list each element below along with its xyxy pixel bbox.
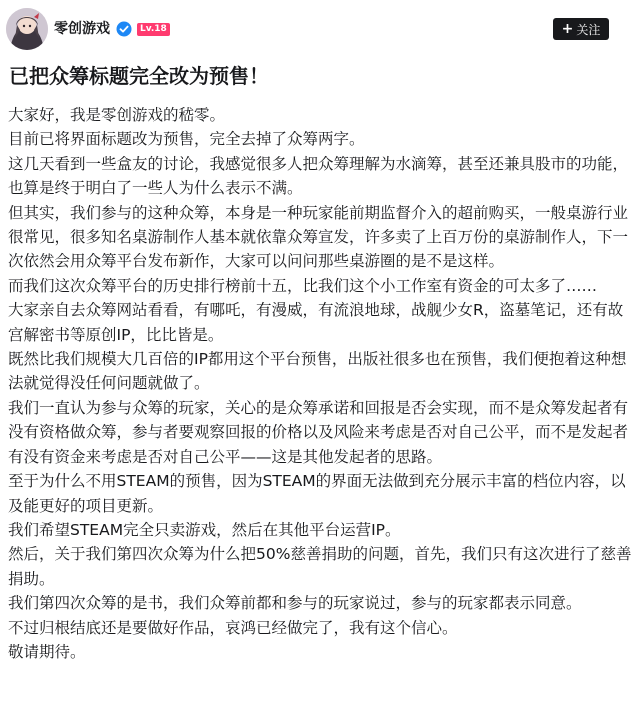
author-name[interactable]: 零创游戏 (54, 21, 110, 37)
post-paragraph: 然后，关于我们第四次众筹为什么把50%慈善捐助的问题，首先，我们只有这次进行了慈善捐助。 (8, 545, 632, 588)
follow-button[interactable] (553, 18, 609, 40)
post-paragraph: 敬请期待。 (8, 642, 86, 661)
post-paragraph: 而我们这次众筹平台的历史排行榜前十五，比我们这个小工作室有资金的可太多了…… (8, 276, 598, 295)
post-paragraph: 既然比我们规模大几百倍的IP都用这个平台预售，出版社很多也在预售，我们便抱着这种想法就觉得没任何问题就做了。 (8, 350, 627, 393)
plus-icon: + (561, 21, 574, 37)
author-info (54, 18, 170, 40)
post-paragraph: 但其实，我们参与的这种众筹，本身是一种玩家能前期监督介入的超前购买，一般桌游行业很常见，很多知名桌游制作人基本就依靠众筹宣发，许多卖了上百万份的桌游制作人，下一次依然会用众筹平台发布新作，大家可以问问那些桌游圈的是不是这样。 (8, 203, 629, 271)
post-content (8, 103, 632, 664)
post-title: 已把众筹标题完全改为预售！ (9, 64, 269, 88)
post-paragraph: 我们希望STEAM完全只卖游戏，然后在其他平台运营IP。 (8, 520, 401, 539)
post-paragraph: 不过归根结底还是要做好作品，哀鸿已经做完了，我有这个信心。 (8, 618, 458, 637)
level-badge: Lv.18 (137, 23, 170, 36)
avatar-image (6, 8, 48, 50)
post-paragraph: 目前已将界面标题改为预售，完全去掉了众筹两字。 (8, 130, 365, 149)
post-paragraph: 至于为什么不用STEAM的预售，因为STEAM的界面无法做到充分展示丰富的档位内容，以及能更好的项目更新。 (8, 472, 626, 515)
verified-badge-icon (116, 21, 132, 37)
post-paragraph: 我们第四次众筹的是书，我们众筹前都和参与的玩家说过，参与的玩家都表示同意。 (8, 594, 582, 613)
post-paragraph: 这几天看到一些盒友的讨论，我感觉很多人把众筹理解为水滴筹，甚至还兼具股市的功能，也算是终于明白了一些人为什么表示不满。 (8, 154, 629, 198)
post-paragraph: 大家亲自去众筹网站看看，有哪吒，有漫威，有流浪地球，战舰少女R，盗墓笔记，还有故宫解密书等原创IP，比比皆是。 (8, 301, 624, 344)
follow-label: 关注 (576, 22, 601, 37)
post-paragraph: 我们一直认为参与众筹的玩家，关心的是众筹承诺和回报是否会实现，而不是众筹发起者有没有资格做众筹，参与者要观察回报的价格以及风险来考虑是否对自己公平，而不是发起者有没有资金来考虑是否对自己公平——这是其他发起者的思路。 (8, 398, 629, 466)
author-avatar[interactable] (6, 8, 48, 50)
post-paragraph: 大家好，我是零创游戏的嵇零。 (8, 106, 226, 124)
post-header (0, 0, 639, 58)
